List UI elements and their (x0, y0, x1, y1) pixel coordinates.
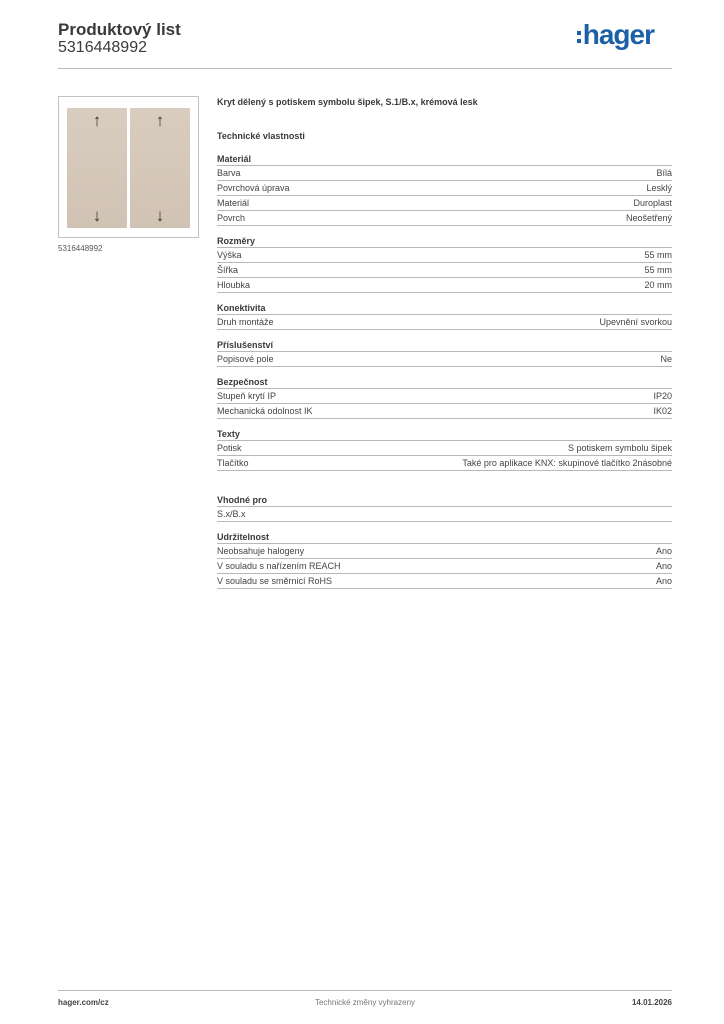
spec-label: Materiál (217, 198, 250, 208)
spec-label: Potisk (217, 443, 242, 453)
spec-label: Hloubka (217, 280, 251, 290)
page-header (58, 20, 672, 68)
spec-label: Povrch (217, 213, 246, 223)
rocker-right (130, 108, 190, 228)
section-title-material: Materiál (217, 154, 672, 166)
spec-row (217, 389, 672, 404)
spec-value: Ano (655, 561, 672, 571)
arrow-up-icon: ↑ (92, 111, 102, 130)
spec-label: S.x/B.x (217, 509, 246, 519)
spec-row (217, 352, 672, 367)
spec-label: Mechanická odolnost IK (217, 406, 313, 416)
logo-colon-icon (577, 31, 581, 43)
spec-label: V souladu s nařízením REACH (217, 561, 341, 571)
spec-value: Duroplast (633, 198, 672, 208)
section-title-texts: Texty (217, 429, 672, 441)
spec-value: Lesklý (646, 183, 672, 193)
section-title-dimensions: Rozměry (217, 236, 672, 248)
spec-row (217, 404, 672, 419)
spec-row (217, 574, 672, 589)
spec-value: IP20 (653, 391, 672, 401)
logo-text: hager (582, 19, 654, 50)
spec-value: 55 mm (644, 265, 672, 275)
spec-row (217, 248, 672, 263)
spec-value: Ano (655, 546, 672, 556)
section-title-safety: Bezpečnost (217, 377, 672, 389)
spec-value: Neošetřený (625, 213, 672, 223)
section-title-connectivity: Konektivita (217, 303, 672, 315)
spec-row (217, 278, 672, 293)
footer-website-link[interactable]: hager.com/cz (58, 998, 109, 1007)
spec-value: Také pro aplikace KNX: skupinové tlačítko 2násobné (462, 458, 672, 468)
spec-label: Neobsahuje halogeny (217, 546, 305, 556)
spec-row (217, 196, 672, 211)
header-divider (58, 68, 672, 69)
product-image (58, 96, 199, 238)
spec-row (217, 166, 672, 181)
product-number: 5316448992 (58, 39, 147, 56)
section-title-sustainability: Udržitelnost (217, 532, 672, 544)
spec-content (217, 96, 672, 589)
spec-value: Bílá (656, 168, 672, 178)
tech-heading: Technické vlastnosti (217, 131, 305, 141)
rocker-left (67, 108, 127, 228)
spec-label: Výška (217, 250, 242, 260)
spec-row (217, 315, 672, 330)
document-title: Produktový list (58, 20, 181, 39)
spec-value: Ne (660, 354, 672, 364)
spec-row (217, 211, 672, 226)
spec-row (217, 507, 672, 522)
spec-label: Barva (217, 168, 241, 178)
spec-row (217, 441, 672, 456)
hager-logo (577, 20, 654, 50)
product-title: Kryt dělený s potiskem symbolu šipek, S.1/B.x, krémová lesk (217, 97, 478, 107)
spec-label: Druh montáže (217, 317, 274, 327)
arrow-up-icon: ↑ (155, 111, 165, 130)
arrow-down-icon: ↓ (155, 206, 165, 225)
spec-value: Upevnění svorkou (599, 317, 672, 327)
spec-row (217, 263, 672, 278)
section-title-accessories: Příslušenství (217, 340, 672, 352)
image-caption: 5316448992 (58, 244, 103, 253)
spec-label: Popisové pole (217, 354, 274, 364)
spec-label: Tlačítko (217, 458, 249, 468)
spec-row (217, 456, 672, 471)
footer-divider (58, 990, 672, 991)
spec-label: Stupeň krytí IP (217, 391, 277, 401)
spec-value: Ano (655, 576, 672, 586)
spec-value: 20 mm (644, 280, 672, 290)
spec-label: Šířka (217, 265, 239, 275)
spec-value: 55 mm (644, 250, 672, 260)
spec-row (217, 559, 672, 574)
spec-row (217, 181, 672, 196)
footer-date: 14.01.2026 (631, 998, 672, 1007)
spec-label: Povrchová úprava (217, 183, 290, 193)
spec-label: V souladu se směrnicí RoHS (217, 576, 333, 586)
spec-value: IK02 (653, 406, 672, 416)
spec-row (217, 544, 672, 559)
footer-note: Technické změny vyhrazeny (314, 998, 416, 1007)
section-title-suitable: Vhodné pro (217, 495, 672, 507)
arrow-down-icon: ↓ (92, 206, 102, 225)
spec-value: S potiskem symbolu šipek (567, 443, 672, 453)
